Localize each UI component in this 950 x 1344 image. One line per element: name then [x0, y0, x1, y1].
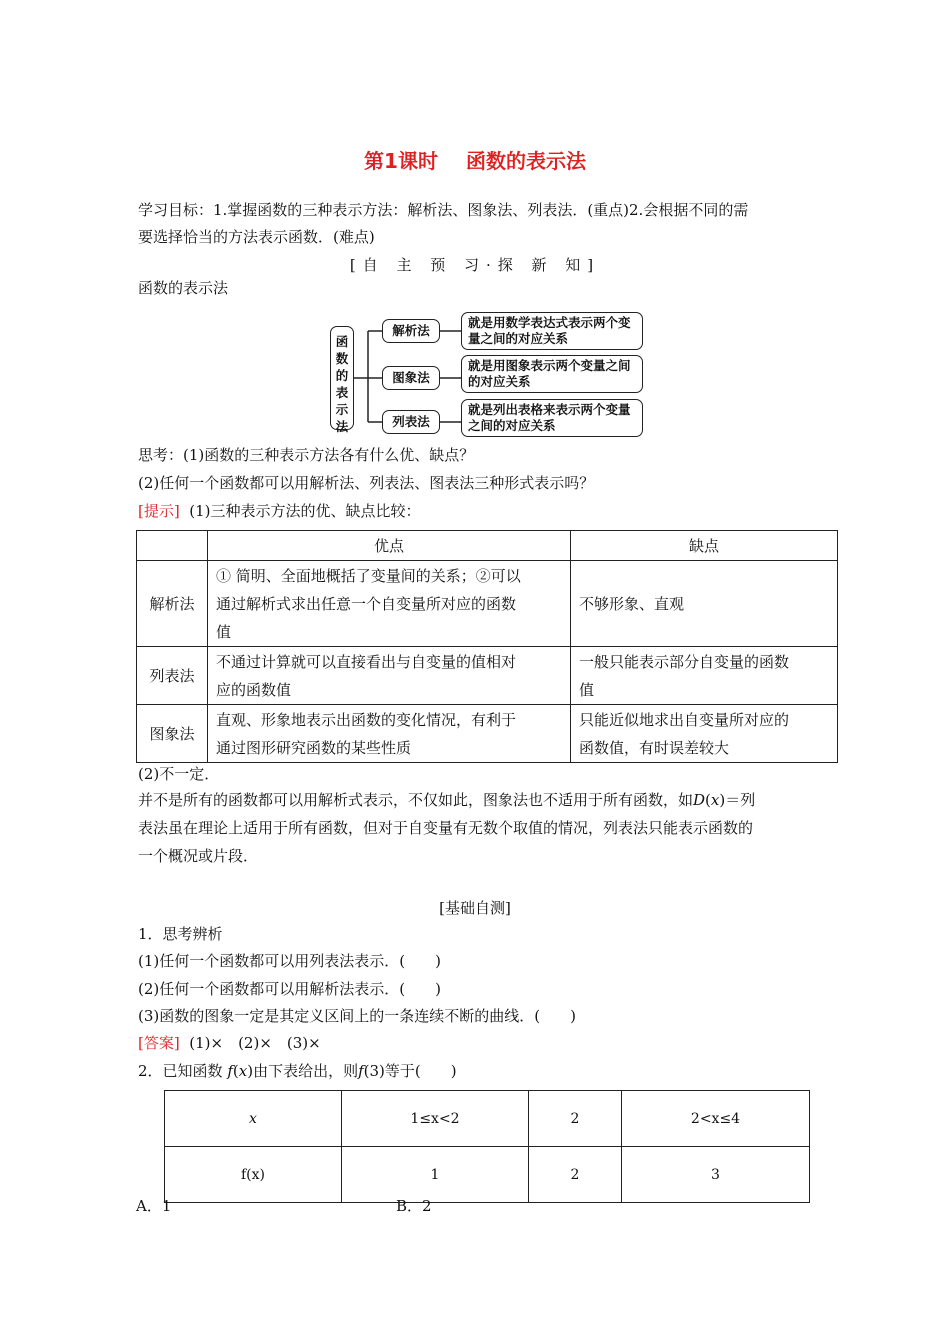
- text-span: 并不是所有的函数都可以用解析式表示，不仅如此，图象法也不适用于所有函数，如: [138, 791, 694, 809]
- table-row: [165, 1147, 810, 1203]
- section-header-selftest: [基础自测]: [439, 899, 511, 917]
- method-box-analytic: 解析法: [382, 319, 440, 343]
- topic-heading: 函数的表示法: [138, 279, 229, 297]
- hint-text: (1)三种表示方法的优、缺点比较：: [189, 502, 421, 520]
- option-b: B．2: [396, 1197, 432, 1215]
- table-row: [137, 647, 838, 705]
- table-cell: 2: [529, 1147, 622, 1203]
- objectives-line-1: 学习目标：1.掌握函数的三种表示方法：解析法、图象法、列表法．(重点)2.会根据不同的需: [138, 201, 749, 219]
- section-header-preview: [自 主 预 习·探 新 知]: [349, 256, 601, 274]
- answer2-line-4: 一个概况或片段．: [138, 847, 259, 865]
- desc-line: 就是用图象表示两个变量之间: [468, 358, 631, 373]
- root-char: 法: [335, 419, 349, 434]
- table-cell: 2: [529, 1091, 622, 1147]
- root-char: 数: [335, 351, 349, 366]
- table-cell: 1≤x<2: [342, 1091, 529, 1147]
- think-question-1: 思考：(1)函数的三种表示方法各有什么优、缺点？: [138, 446, 475, 464]
- desc-line: 之间的对应关系: [468, 418, 556, 433]
- think-question-2: (2)任何一个函数都可以用解析法、列表法、图表法三种形式表示吗？: [138, 474, 595, 492]
- root-char: 函: [335, 334, 349, 349]
- objectives-line-2: 要选择恰当的方法表示函数．(难点): [138, 228, 375, 246]
- cell-line: 不够形象、直观: [579, 594, 685, 613]
- cell-line: 通过图形研究函数的某些性质: [216, 738, 412, 757]
- cell-line: 直观、形象地表示出函数的变化情况，有利于: [216, 710, 517, 729]
- math-func: f: [358, 1062, 364, 1080]
- method-box-graph: 图象法: [382, 366, 440, 390]
- table-cell: 3: [622, 1147, 810, 1203]
- answer2-line-2: [138, 790, 755, 810]
- comparison-table: [136, 530, 838, 763]
- text-span: (3)等于( ): [363, 1062, 457, 1080]
- math-func: D: [693, 791, 706, 809]
- cell-line: 应的函数值: [216, 680, 292, 699]
- method-cell: 解析法: [137, 561, 208, 647]
- answer-tag: [答案]: [138, 1034, 180, 1052]
- option-a: A．1: [136, 1197, 172, 1215]
- desc-line: 的对应关系: [468, 374, 531, 389]
- table-header-cell: 缺点: [571, 531, 838, 561]
- root-char: 示: [335, 402, 349, 417]
- math-paren: (: [705, 791, 711, 809]
- table-row: [137, 705, 838, 763]
- math-func: f: [227, 1062, 233, 1080]
- pros-cell: [208, 561, 571, 647]
- answer-text: (1)× (2)× (3)×: [189, 1034, 321, 1052]
- hint-line: [138, 501, 421, 521]
- table-header-row: [137, 531, 838, 561]
- cons-cell: [571, 705, 838, 763]
- root-char: 表: [335, 385, 349, 400]
- cell-line: 不通过计算就可以直接看出与自变量的值相对: [216, 652, 517, 671]
- method-cell: 图象法: [137, 705, 208, 763]
- q1-item: (1)任何一个函数都可以用列表法表示．( ): [138, 952, 441, 970]
- cell-line: 值: [579, 680, 595, 699]
- hint-tag: [提示]: [138, 502, 180, 520]
- lesson-title: 函数的表示法: [465, 149, 586, 173]
- method-box-list: 列表法: [382, 410, 440, 434]
- desc-line: 就是列出表格来表示两个变量: [468, 402, 631, 417]
- desc-box-list: [461, 399, 643, 437]
- pros-cell: [208, 705, 571, 763]
- text-span: 由下表给出，则: [253, 1062, 359, 1080]
- answer2-line-1: (2)不一定．: [138, 765, 220, 783]
- cons-cell: [571, 561, 838, 647]
- root-char: 的: [335, 368, 349, 383]
- table-header-cell: 优点: [208, 531, 571, 561]
- q1-title: 1．思考辨析: [138, 925, 223, 943]
- diagram-root-box: [330, 326, 354, 434]
- cell-line: 通过解析式求出任意一个自变量所对应的函数: [216, 594, 517, 613]
- desc-line: 就是用数学表达式表示两个变: [468, 315, 631, 330]
- table-row: [165, 1091, 810, 1147]
- method-cell: 列表法: [137, 647, 208, 705]
- cell-line: 值: [216, 622, 232, 641]
- cell-line: ① 简明、全面地概括了变量间的关系；②可以: [216, 566, 521, 585]
- function-table: [164, 1090, 810, 1203]
- cell-line: 只能近似地求出自变量所对应的: [579, 710, 790, 729]
- answer2-line-3: 表法虽在理论上适用于所有函数，但对于自变量有无数个取值的情况，列表法只能表示函数的: [138, 819, 754, 837]
- table-cell: 2<x≤4: [622, 1091, 810, 1147]
- q1-answer: [138, 1033, 321, 1053]
- text-span: )＝列: [719, 791, 756, 809]
- table-cell: 1: [342, 1147, 529, 1203]
- math-var: x: [238, 1062, 248, 1080]
- cell-line: 一般只能表示部分自变量的函数: [579, 652, 790, 671]
- q2-stem: 2．已知函数 f(x)由下表给出，则f(3)等于( ): [138, 1062, 457, 1080]
- desc-line: 量之间的对应关系: [468, 331, 569, 346]
- table-row: [137, 561, 838, 647]
- cons-cell: [571, 647, 838, 705]
- cell-line: 函数值，有时误差较大: [579, 738, 730, 757]
- table-header-cell: [137, 531, 208, 561]
- table-cell: x: [165, 1091, 342, 1147]
- desc-box-analytic: [461, 312, 643, 350]
- desc-box-graph: [461, 355, 643, 393]
- math-var: x: [710, 791, 720, 809]
- text-span: 2．已知函数: [138, 1062, 223, 1080]
- lesson-number: 第1课时: [364, 149, 438, 173]
- pros-cell: [208, 647, 571, 705]
- q1-item: (2)任何一个函数都可以用解析法表示．( ): [138, 980, 441, 998]
- table-cell: f(x): [165, 1147, 342, 1203]
- q1-item: (3)函数的图象一定是其定义区间上的一条连续不断的曲线．( ): [138, 1007, 576, 1025]
